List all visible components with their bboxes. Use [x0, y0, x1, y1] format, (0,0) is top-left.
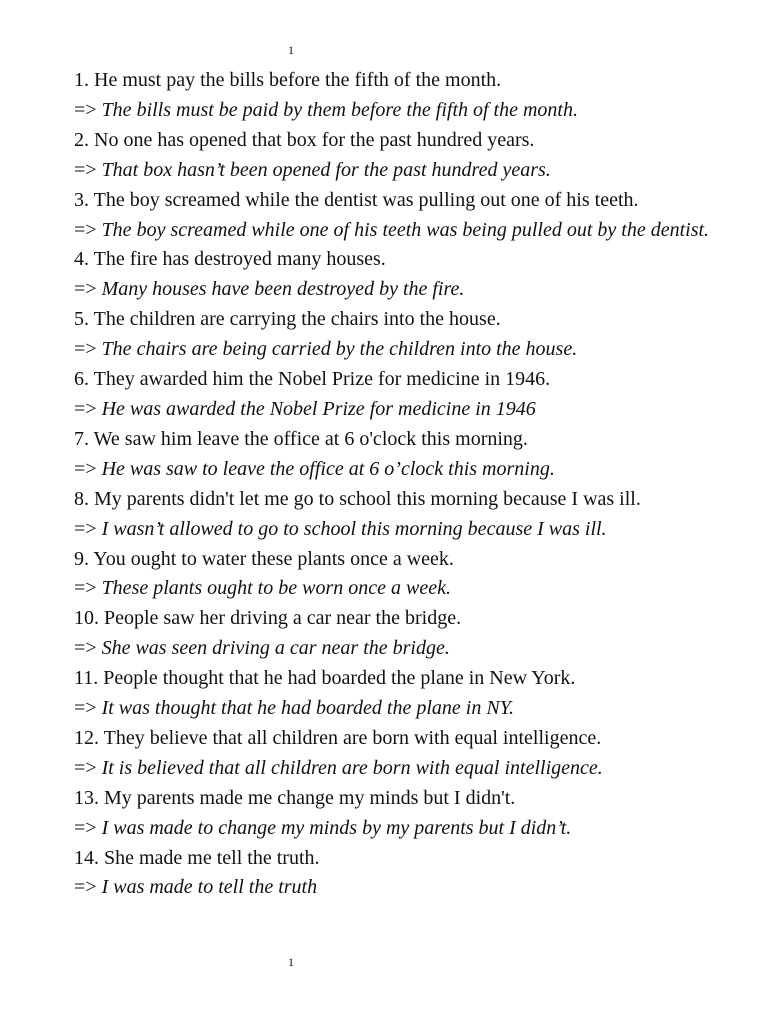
- answer-text: She was seen driving a car near the bridge.: [101, 637, 450, 660]
- answer-text: That box hasn’t been opened for the past hundred years.: [101, 158, 551, 181]
- answer-text: He was saw to leave the office at 6 o’clock this morning.: [101, 457, 555, 480]
- answer-arrow: =>: [74, 278, 97, 301]
- answer-text: The boy screamed while one of his teeth was being pulled out by the dentist.: [101, 218, 710, 241]
- question-line: 7. We saw him leave the office at 6 o'clock this morning.: [74, 427, 528, 450]
- answer-line: [74, 156, 714, 186]
- answer-text: The bills must be paid by them before the fifth of the month.: [101, 98, 578, 121]
- answer-text: I was made to change my minds by my parents but I didn’t.: [101, 816, 572, 839]
- question-line: 6. They awarded him the Nobel Prize for medicine in 1946.: [74, 368, 551, 391]
- answer-text: It was thought that he had boarded the plane in NY.: [101, 697, 514, 720]
- answer-line: [74, 216, 714, 246]
- answer-line: [74, 96, 714, 126]
- answer-arrow: =>: [74, 816, 97, 839]
- answer-arrow: =>: [74, 756, 97, 779]
- answer-line: [74, 395, 714, 425]
- answer-line: [74, 515, 714, 545]
- answer-arrow: =>: [74, 158, 97, 181]
- answer-arrow: =>: [74, 577, 97, 600]
- question-line: 2. No one has opened that box for the past hundred years.: [74, 128, 535, 151]
- answer-line: [74, 275, 714, 305]
- answer-text: I was made to tell the truth: [101, 876, 318, 899]
- question-line: 9. You ought to water these plants once a week.: [74, 547, 454, 570]
- answer-arrow: =>: [74, 697, 97, 720]
- page-number-bottom: 1: [288, 955, 294, 969]
- page-number-top: 1: [288, 43, 294, 57]
- exercise-list: [74, 66, 714, 903]
- answer-arrow: =>: [74, 338, 97, 361]
- answer-arrow: =>: [74, 517, 97, 540]
- question-line: 5. The children are carrying the chairs into the house.: [74, 308, 501, 331]
- answer-text: He was awarded the Nobel Prize for medicine in 1946: [101, 397, 536, 420]
- answer-text: I wasn’t allowed to go to school this morning because I was ill.: [101, 517, 607, 540]
- question-line: 12. They believe that all children are born with equal intelligence.: [74, 726, 602, 749]
- question-line: 3. The boy screamed while the dentist was pulling out one of his teeth.: [74, 188, 639, 211]
- answer-line: [74, 873, 714, 903]
- answer-line: [74, 694, 714, 724]
- answer-arrow: =>: [74, 637, 97, 660]
- question-line: 1. He must pay the bills before the fifth of the month.: [74, 69, 502, 91]
- question-line: 11. People thought that he had boarded the plane in New York.: [74, 667, 576, 690]
- answer-text: It is believed that all children are born with equal intelligence.: [101, 756, 603, 779]
- answer-arrow: =>: [74, 876, 97, 899]
- question-line: 13. My parents made me change my minds but I didn't.: [74, 786, 516, 809]
- answer-line: [74, 455, 714, 485]
- answer-arrow: =>: [74, 98, 97, 121]
- answer-arrow: =>: [74, 218, 97, 241]
- answer-line: [74, 634, 714, 664]
- answer-text: The chairs are being carried by the children into the house.: [101, 338, 578, 361]
- answer-line: [74, 814, 714, 844]
- answer-line: [74, 754, 714, 784]
- question-line: 4. The fire has destroyed many houses.: [74, 248, 386, 271]
- answer-line: [74, 574, 714, 604]
- answer-line: [74, 335, 714, 365]
- answer-arrow: =>: [74, 397, 97, 420]
- answer-text: Many houses have been destroyed by the fire.: [101, 278, 465, 301]
- question-line: 14. She made me tell the truth.: [74, 846, 320, 869]
- answer-arrow: =>: [74, 457, 97, 480]
- answer-text: These plants ought to be worn once a week.: [101, 577, 451, 600]
- question-line: 10. People saw her driving a car near the bridge.: [74, 607, 462, 630]
- question-line: 8. My parents didn't let me go to school this morning because I was ill.: [74, 487, 641, 510]
